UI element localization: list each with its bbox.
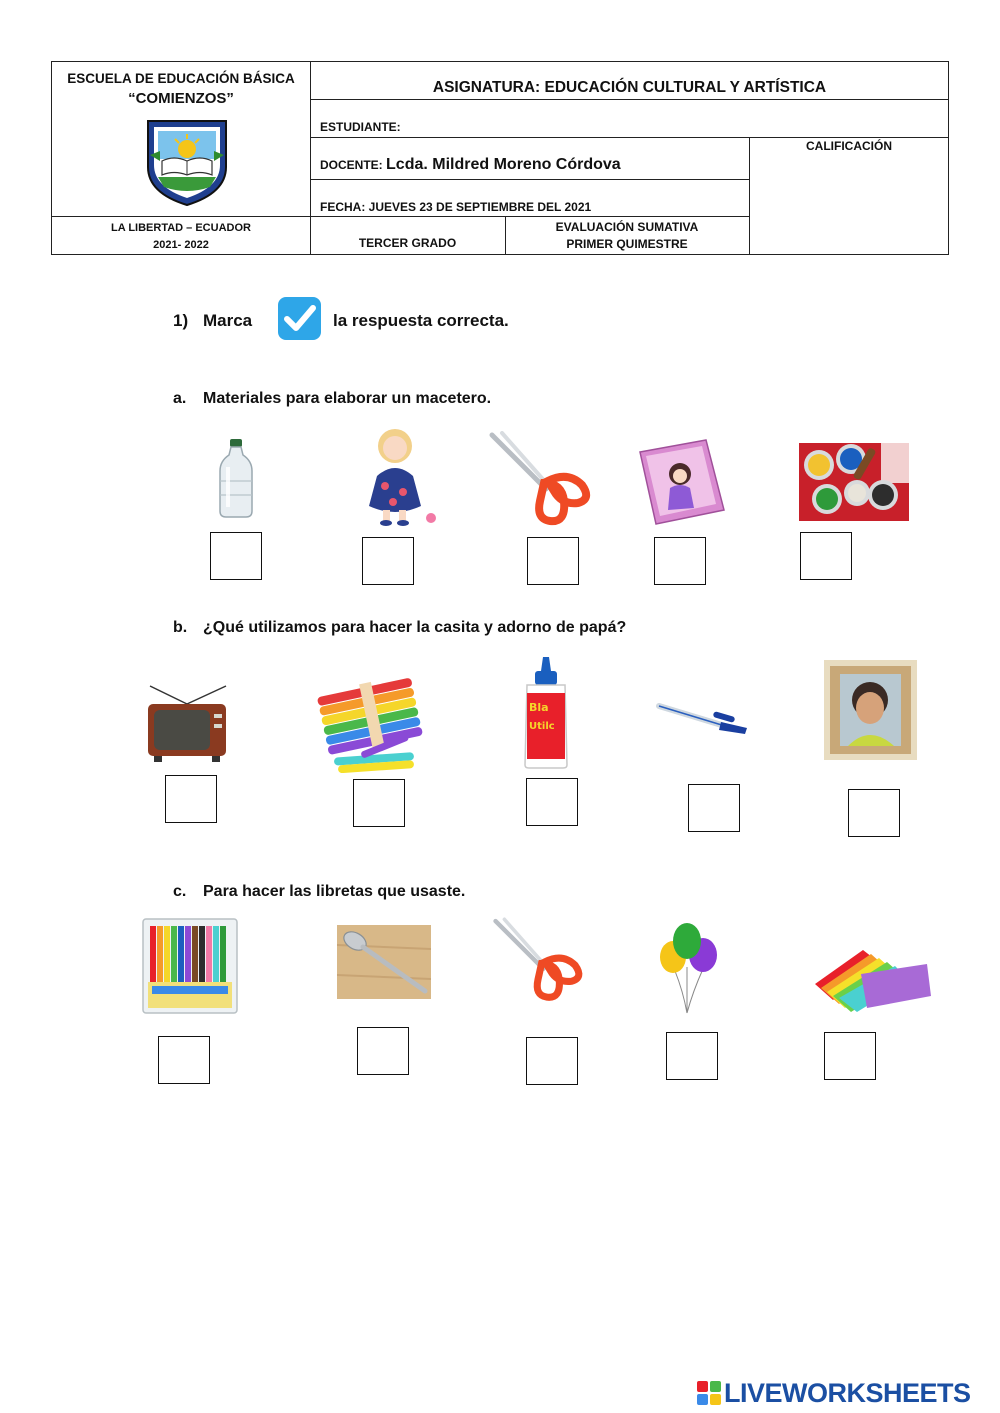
question-b-letter: b. (173, 619, 188, 636)
instruction-number: 1) (173, 311, 189, 330)
photo-frame-icon (824, 660, 917, 760)
pen-icon (655, 700, 751, 740)
checkmark-icon (277, 296, 322, 341)
answer-box-a-1[interactable] (210, 532, 262, 580)
answer-box-b-1[interactable] (165, 775, 217, 823)
location: LA LIBERTAD – ECUADOR (111, 222, 251, 234)
liveworksheets-watermark (696, 1378, 971, 1408)
scissors-icon-2 (492, 917, 584, 1003)
markers-icon (142, 918, 238, 1014)
answer-box-a-4[interactable] (654, 537, 706, 585)
answer-box-a-5[interactable] (800, 532, 852, 580)
school-name: ESCUELA DE EDUCACIÓN BÁSICA (67, 71, 295, 86)
answer-box-b-5[interactable] (848, 789, 900, 837)
glue-bottle-icon (521, 655, 571, 769)
answer-box-c-4[interactable] (666, 1032, 718, 1080)
answer-box-c-1[interactable] (158, 1036, 210, 1084)
exam-date: FECHA: JUEVES 23 DE SEPTIEMBRE DEL 2021 (320, 200, 592, 214)
television-icon (146, 684, 228, 764)
question-a-text: Materiales para elaborar un macetero. (203, 390, 492, 407)
question-a-letter: a. (173, 390, 187, 407)
evaluation-term: PRIMER QUIMESTRE (566, 237, 688, 251)
plastic-bottle-icon (216, 437, 256, 519)
liveworksheets-logo-icon (696, 1380, 722, 1406)
grade-level: TERCER GRADO (358, 236, 457, 250)
answer-box-b-3[interactable] (526, 778, 578, 826)
answer-box-a-2[interactable] (362, 537, 414, 585)
svg-text:Bla: Bla (529, 701, 549, 714)
teacher-label: DOCENTE: (320, 158, 383, 172)
liveworksheets-text: LIVEWORKSHEETS (724, 1377, 971, 1408)
answer-box-c-5[interactable] (824, 1032, 876, 1080)
student-label: ESTUDIANTE: (320, 120, 401, 134)
notebook-icon (636, 438, 728, 526)
school-crest-logo (144, 115, 230, 207)
paint-cans-icon (799, 443, 909, 521)
answer-box-c-3[interactable] (526, 1037, 578, 1085)
grade-label: CALIFICACIÓN (806, 139, 892, 153)
answer-box-b-4[interactable] (688, 784, 740, 832)
svg-text:Utilc: Utilc (529, 721, 555, 732)
school-year: 2021- 2022 (153, 239, 209, 251)
spoon-icon (337, 925, 431, 999)
question-c-letter: c. (173, 883, 187, 900)
answer-box-c-2[interactable] (357, 1027, 409, 1075)
header-table (51, 61, 949, 255)
doll-icon (357, 426, 441, 528)
subject-title: ASIGNATURA: EDUCACIÓN CULTURAL Y ARTÍSTICA (432, 79, 827, 96)
teacher-name: Lcda. Mildred Moreno Córdova (386, 156, 621, 173)
answer-box-a-3[interactable] (527, 537, 579, 585)
scissors-icon (488, 431, 592, 527)
evaluation-type: EVALUACIÓN SUMATIVA (555, 220, 699, 234)
popsicle-sticks-icon (312, 677, 424, 773)
instruction-text: la respuesta correcta. (333, 311, 509, 330)
school-name-quoted: “COMIENZOS” (128, 90, 234, 107)
balloons-icon (657, 921, 719, 1015)
question-b-text: ¿Qué utilizamos para hacer la casita y adorno de papá? (203, 619, 627, 636)
answer-box-b-2[interactable] (353, 779, 405, 827)
instruction-word: Marca (203, 311, 253, 330)
question-c-text: Para hacer las libretas que usaste. (203, 883, 466, 900)
colored-paper-icon (811, 944, 933, 1014)
